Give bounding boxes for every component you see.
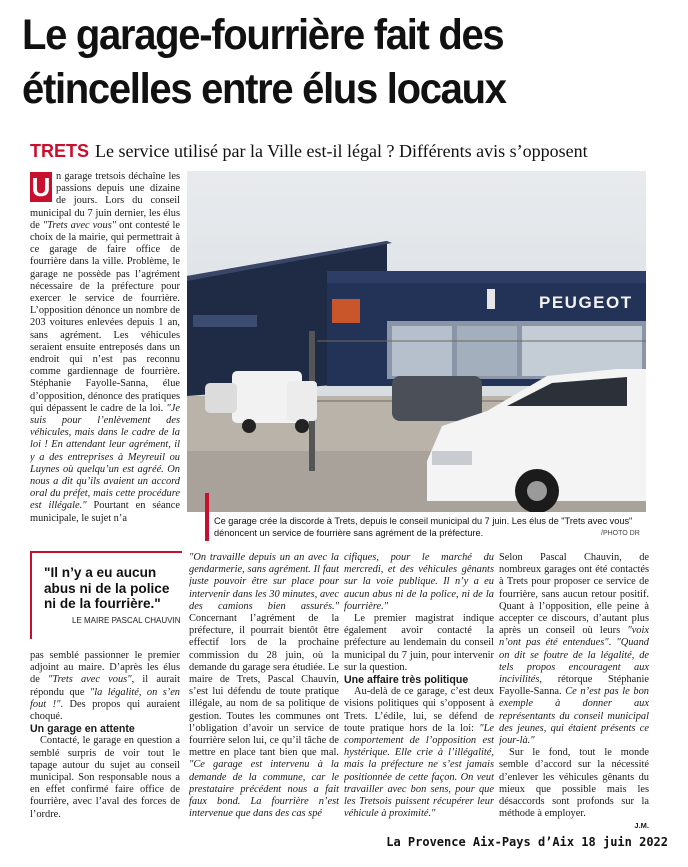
peugeot-sign: PEUGEOT xyxy=(539,293,633,312)
column-1-bottom: pas semblé passionner le premier adjoint au maire. D’après les élus de "Trets avec vous", il aurait répondu que "la légalité, on s’en fout !". Des propos qui auraient choqué. Un garage en attente Contacté, le garage en question a semblé surpris de voir tout le tapage autour du sujet au conseil municipal. Son responsable nous a en effet confirmé faire office de fourrière, avec l’aval des forces de l’ordre. xyxy=(30,650,180,820)
subheadline-text: Le service utilisé par la Ville est-il légal ? Différents avis s’opposent xyxy=(95,141,588,161)
headline-line-1: Le garage-fourrière fait des xyxy=(22,11,504,59)
location-kicker: TRETS xyxy=(30,141,90,161)
headline-line-2: étincelles entre élus locaux xyxy=(22,65,506,113)
drop-cap: U xyxy=(31,172,51,202)
photo-credit: /PHOTO DR xyxy=(601,530,640,537)
article-photo xyxy=(187,171,646,512)
pull-quote-text: "Il n’y a eu aucun abus ni de la police ni de la fourrière." xyxy=(44,565,170,611)
subtitle-politique: Une affaire très politique xyxy=(344,674,469,687)
subtitle-garage: Un garage en attente xyxy=(30,723,135,736)
pull-quote-author: LE MAIRE PASCAL CHAUVIN xyxy=(72,616,181,625)
column-2: "On travaille depuis un an avec la gendarmerie, sans agrément. Il faut juste pouvoir être sur place pour intervenir dans les 30 minutes, avec des camions bien assurés." Concernant l’agrément de la préfecture, il pourrait bientôt être effectif lors de la prochaine commission du 28 juin, où la demande du garage sera étudiée. Le maire de Trets, Pascal Chauvin, s’est lui défendu de toute pratique illégale, au nom de sa politique de gestion. Toutes les communes ont l’obligation d’avoir un service de fourrière selon lui, ce qu’il tâche de mettre en place tant bien que mal. "Ce garage est intervenu à la demande de la commune, car le prestataire précédent nous a fait faux bond. La fourrière n’est intervenue que dans des cas spé xyxy=(189,552,339,820)
photo-caption: Ce garage crée la discorde à Trets, depuis le conseil municipal du 7 juin. Les élus de "Trets avec vous" dénoncent un service de fourrière sans agrément de la préfecture. xyxy=(214,516,633,538)
column-4: Selon Pascal Chauvin, de nombreux garages ont été contactés à Trets pour proposer ce service de fourrière, sans aucun retour positif. Quant à l’opposition, elle peine à accepter ce discours, d’autant plus après un conseil où leurs "voix n’ont pas été entendues". "Quand on dit se foutre de la légalité, de tels propos encouragent aux incivilités, rétorque Stéphanie Fayolle-Sanna. Ce n’est pas le bon exemple à donner aux représentants du conseil municipal des jeunes, qui étaient présents ce jour-là." Sur le fond, tout le monde semble d’accord sur la nécessité d’enlever les véhicules gênants du mieux que possible mais les désaccords sont profonds sur la méthode à employer. J.M. xyxy=(499,552,649,830)
headline xyxy=(22,8,627,116)
author-signature: J.M. xyxy=(634,821,649,830)
caption-accent-bar xyxy=(205,493,209,541)
pull-quote xyxy=(30,551,182,639)
garage-photo-illustration xyxy=(187,171,646,512)
column-1-top: U n garage tretsois déchaîne les passions depuis une dizaine de jours. Lors du conseil municipal du 7 juin dernier, les élus de "Trets avec vous" ont contesté le choix de la mairie, qui permettrait à ce garage de faire office de fourrière dans la ville. Problème, le garage ne possède pas l’agrément nécessaire de la préfecture pour exercer le service de fourrière. L’opposition dénonce un nombre de 203 voitures enlevées depuis 1 an, sans agrément. Les véhicules seraient ensuite entreposés dans un endroit qui n’est pas reconnu comme gardiennage de fourrière. Stéphanie Fayolle-Sanna, élue d’opposition, dénonce des pratiques qui dépassent le cadre de la loi. "Je suis pour l’enlèvement des véhicules, mais dans le cadre de la loi ! En attendant leur agrément, il y a des entreprises à Meyreuil ou Luynes où quelqu’un est agréé. On nous a dit qu’ils avaient un accord oral du préfet, mais cette procédure est illégale." Pourtant en séance municipale, le sujet n’a xyxy=(30,171,180,524)
subheadline xyxy=(30,139,670,163)
source-footer: La Provence Aix-Pays d’Aix 18 juin 2022 xyxy=(386,835,668,849)
column-3: cifiques, pour le marché du mercredi, et des véhicules gênants sur la voie publique. Il n’y a eu aucun abus ni de la police, ni de la fourrière." Le premier magistrat indique également avoir contacté la préfecture au lendemain du conseil municipal du 7 juin, pour intervenir sur la question. Une affaire très politique Au-delà de ce garage, c’est deux visions politiques qui s’opposent à Trets. L’édile, lui, se défend de toute pratique hors de la loi: "Le comportement de l’opposition est hystérique. Elle crie à l’illégalité, mais la préfecture ne s’est jamais positionnée de cette façon. On veut travailler avec bon sens, pour que les Tretsois puissent récupérer leur véhicule à proximité." xyxy=(344,552,494,820)
